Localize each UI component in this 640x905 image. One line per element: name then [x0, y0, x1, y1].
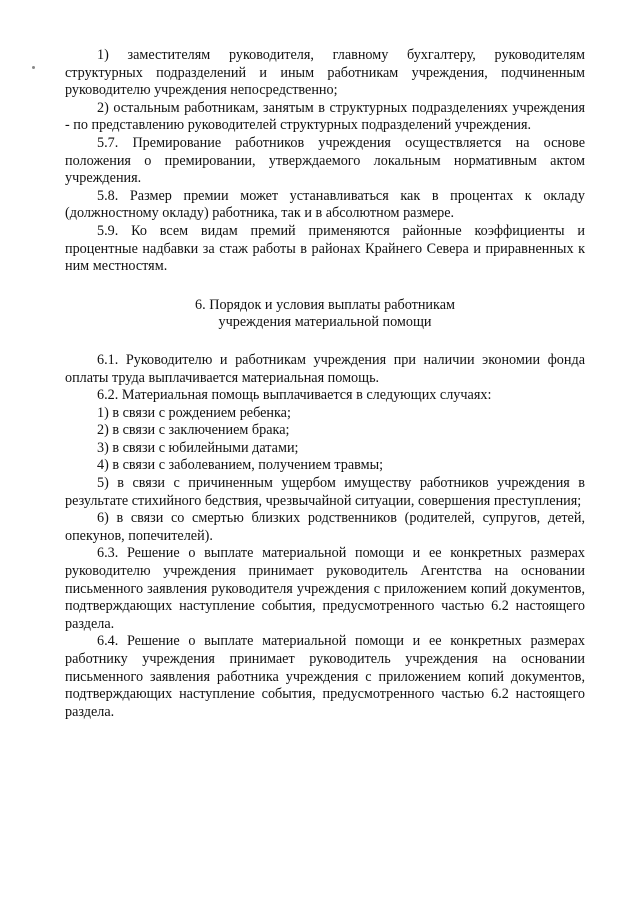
document-page [65, 47, 585, 721]
section-heading-line-1: 6. Порядок и условия выплаты работникам [195, 296, 455, 313]
paragraph-6-4: 6.4. Решение о выплате материальной помощи и ее конкретных размерах работнику учреждения принимает руководитель учреждения на основании письменного заявления работника учреждения с приложением копий документов, подтверждающих наступление события, предусмотренного частью 6.2 настоящего раздела. [65, 633, 585, 720]
paragraph-6-3: 6.3. Решение о выплате материальной помощи и ее конкретных размерах руководителю учреждения принимает руководитель Агентства на основании письменного заявления руководителя учреждения с приложением копий документов, подтверждающих наступление события, предусмотренного частью 6.2 настоящего раздела. [65, 545, 585, 632]
list-item-case-2: 2) в связи с заключением брака; [97, 422, 290, 439]
list-item-case-3: 3) в связи с юбилейными датами; [97, 439, 299, 456]
paragraph-6-1: 6.1. Руководителю и работникам учреждения при наличии экономии фонда оплаты труда выплачивается материальная помощь. [65, 351, 585, 386]
list-item-case-1: 1) в связи с рождением ребенка; [97, 404, 291, 421]
paragraph-5-9: 5.9. Ко всем видам премий применяются районные коэффициенты и процентные надбавки за стаж работы в районах Крайнего Севера и приравненных к ним местностям. [65, 222, 585, 275]
list-item-case-5: 5) в связи с причиненным ущербом имуществу работников учреждения в результате стихийного бедствия, чрезвычайной ситуации, совершения преступления; [65, 475, 585, 509]
paragraph-6-2: 6.2. Материальная помощь выплачивается в следующих случаях: [97, 387, 492, 404]
paragraph-5-7: 5.7. Премирование работников учреждения осуществляется на основе положения о премировании, утверждаемого локальным нормативным актом учреждения. [65, 134, 585, 187]
list-item-case-6: 6) в связи со смертью близких родственников (родителей, супругов, детей, опекунов, попечителей). [65, 510, 585, 544]
paragraph-5-8: 5.8. Размер премии может устанавливаться как в процентах к окладу (должностному окладу) работника, так и в абсолютном размере. [65, 187, 585, 222]
section-heading [65, 297, 585, 332]
list-item-case-4: 4) в связи с заболеванием, получением травмы; [97, 457, 384, 474]
paragraph-item-1: 1) заместителям руководителя, главному бухгалтеру, руководителям структурных подразделений и иным работникам учреждения, подчиненным руководителю учреждения непосредственно; [65, 47, 585, 99]
scan-speck [32, 66, 35, 69]
paragraph-item-2: 2) остальным работникам, занятым в структурных подразделениях учреждения - по представлению руководителей структурных подразделений учреждения. [65, 99, 585, 134]
section-heading-line-2: учреждения материальной помощи [218, 314, 432, 331]
